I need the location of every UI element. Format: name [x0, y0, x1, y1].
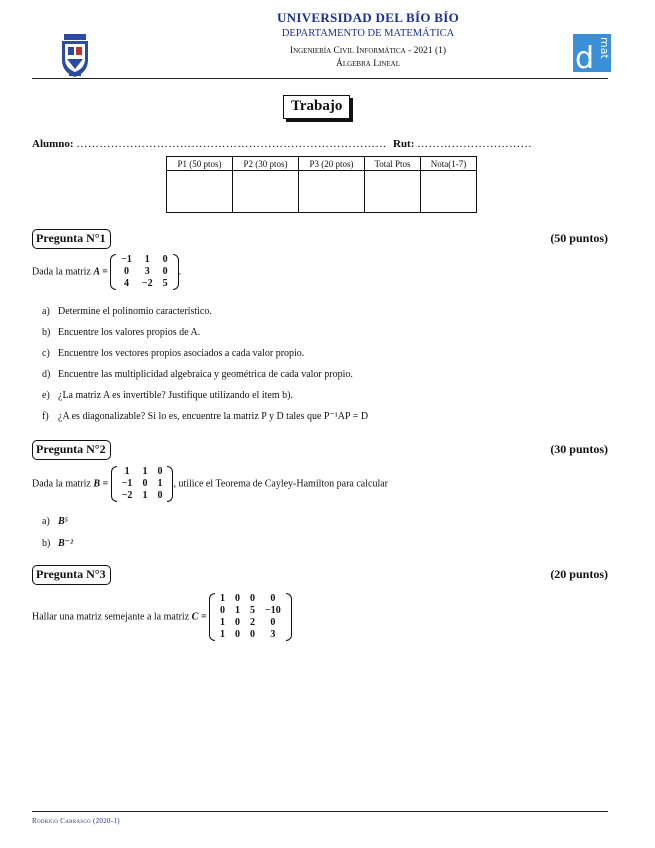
- matrix-a-cell: 1: [144, 254, 150, 265]
- question-1-item-f: f) ¿A es diagonalizable? Si lo es, encuentre la matriz P y D tales que P⁻¹AP = D: [42, 411, 369, 422]
- course-name: Ingeniería Civil Informática - 2021 (1): [289, 46, 447, 56]
- matrix-b-var: B =: [93, 478, 109, 490]
- matrix-c-cell: 1: [235, 605, 241, 616]
- subject-name: Álgebra Lineal: [335, 59, 401, 69]
- student-name-line: [32, 138, 387, 150]
- footer-author: Rodrigo Carrasco (2020-1): [32, 817, 120, 825]
- question-1-item-e: e) ¿La matriz A es invertible? Justifique utilizando el item b).: [42, 390, 293, 401]
- matrix-c-cell: 1: [220, 629, 226, 640]
- matrix-c-cell: 0: [235, 617, 241, 628]
- question-2-outro: , utilice el Teorema de Cayley-Hamilton para calcular: [173, 478, 389, 490]
- matrix-b-cell: 0: [157, 490, 163, 501]
- grade-cell-p1[interactable]: [167, 171, 233, 213]
- matrix-a-cell: 3: [144, 266, 150, 277]
- university-logo: [56, 34, 94, 78]
- grade-cell-total[interactable]: [365, 171, 421, 213]
- grade-table-header: [167, 157, 477, 171]
- question-3-intro: Hallar una matriz semejante a la matriz: [32, 611, 190, 623]
- matrix-c-cell: 5: [250, 605, 256, 616]
- question-2-points: (30 puntos): [550, 442, 608, 456]
- matrix-b-cell: 1: [157, 478, 163, 489]
- matrix-c-cell: 0: [270, 593, 276, 604]
- matrix-c-cell: 3: [270, 629, 276, 640]
- matrix-b-cell: −1: [121, 478, 133, 489]
- question-1-item-b: b) Encuentre los valores propios de A.: [42, 327, 201, 338]
- question-1-item-c: c) Encuentre los vectores propios asociados a cada valor propio.: [42, 348, 305, 359]
- rut-line: [393, 138, 532, 150]
- matrix-b-cell: −2: [121, 490, 133, 501]
- matrix-c: [209, 593, 292, 641]
- header-rule: [32, 78, 608, 79]
- matrix-c-cell: 1: [220, 593, 226, 604]
- dmat-logo: [573, 34, 611, 72]
- question-1-item-a: a) Determine el polinomio característico.: [42, 306, 212, 317]
- grade-cell-p3[interactable]: [299, 171, 365, 213]
- matrix-b-cell: 0: [142, 478, 148, 489]
- question-2-statement: [32, 466, 388, 502]
- question-2-intro: Dada la matriz: [32, 478, 91, 490]
- department-name: DEPARTAMENTO DE MATEMÁTICA: [281, 28, 455, 39]
- matrix-a-cell: 4: [124, 278, 130, 289]
- grade-cell-p2[interactable]: [233, 171, 299, 213]
- grade-col-total: Total Ptos: [365, 157, 421, 171]
- footer-rule: [32, 811, 608, 812]
- matrix-c-cell: 0: [220, 605, 226, 616]
- matrix-a: [110, 254, 178, 290]
- dmat-logo-text: mat: [598, 37, 611, 59]
- question-2-label: Pregunta N°2: [32, 440, 111, 460]
- grade-table-row: [167, 171, 477, 213]
- grade-col-p3: P3 (20 ptos): [299, 157, 365, 171]
- student-name-blank[interactable]: ………………………………………………………………………: [76, 138, 387, 150]
- question-1-points: (50 puntos): [550, 231, 608, 245]
- matrix-b-cell: 1: [142, 490, 148, 501]
- matrix-a-cell: 0: [162, 254, 168, 265]
- matrix-c-cell: 0: [235, 629, 241, 640]
- question-1-intro: Dada la matriz: [32, 266, 91, 278]
- question-3-points: (20 puntos): [550, 567, 608, 581]
- matrix-a-cell: −1: [121, 254, 132, 265]
- grade-table: [166, 156, 477, 213]
- matrix-a-cell: 0: [124, 266, 130, 277]
- question-1-statement: Dada la matriz A = −1 1 0 0 3 0 4 −2 5 .: [32, 254, 182, 289]
- matrix-c-cell: 0: [235, 593, 241, 604]
- question-1-item-d: d) Encuentre las multiplicidad algebraica y geométrica de cada valor propio.: [42, 369, 353, 380]
- rut-blank[interactable]: …………………………: [417, 138, 533, 150]
- grade-cell-nota[interactable]: [421, 171, 477, 213]
- university-name: UNIVERSIDAD DEL BÍO BÍO: [276, 10, 460, 25]
- matrix-a-var: A =: [93, 266, 108, 278]
- matrix-c-cell: −10: [265, 605, 281, 616]
- rut-label: Rut:: [393, 138, 415, 150]
- question-1-label: Pregunta N°1: [32, 229, 111, 249]
- dmat-logo-letter: d: [575, 41, 595, 72]
- matrix-a-cell: 5: [162, 278, 168, 289]
- page-title: Trabajo: [283, 95, 350, 119]
- matrix-b-cell: 1: [142, 466, 148, 477]
- question-2-item-b: b) B⁻²: [42, 538, 73, 549]
- matrix-a-cell: −2: [141, 278, 153, 289]
- matrix-c-cell: 0: [270, 617, 276, 628]
- matrix-b-cell: 1: [124, 466, 130, 477]
- question-2-item-a: a) B⁵: [42, 516, 69, 527]
- grade-col-p1: P1 (50 ptos): [167, 157, 233, 171]
- matrix-a-cell: 0: [162, 266, 168, 277]
- grade-col-nota: Nota(1-7): [421, 157, 477, 171]
- matrix-c-cell: 0: [250, 629, 256, 640]
- question-3-statement: [32, 593, 292, 641]
- matrix-c-var: C =: [191, 611, 207, 623]
- matrix-c-cell: 2: [250, 617, 256, 628]
- matrix-c-cell: 0: [250, 593, 256, 604]
- matrix-b-cell: 0: [157, 466, 163, 477]
- grade-col-p2: P2 (30 ptos): [233, 157, 299, 171]
- matrix-b: [111, 466, 174, 502]
- student-name-label: Alumno:: [32, 138, 74, 150]
- question-3-label: Pregunta N°3: [32, 565, 111, 585]
- matrix-c-cell: 1: [220, 617, 226, 628]
